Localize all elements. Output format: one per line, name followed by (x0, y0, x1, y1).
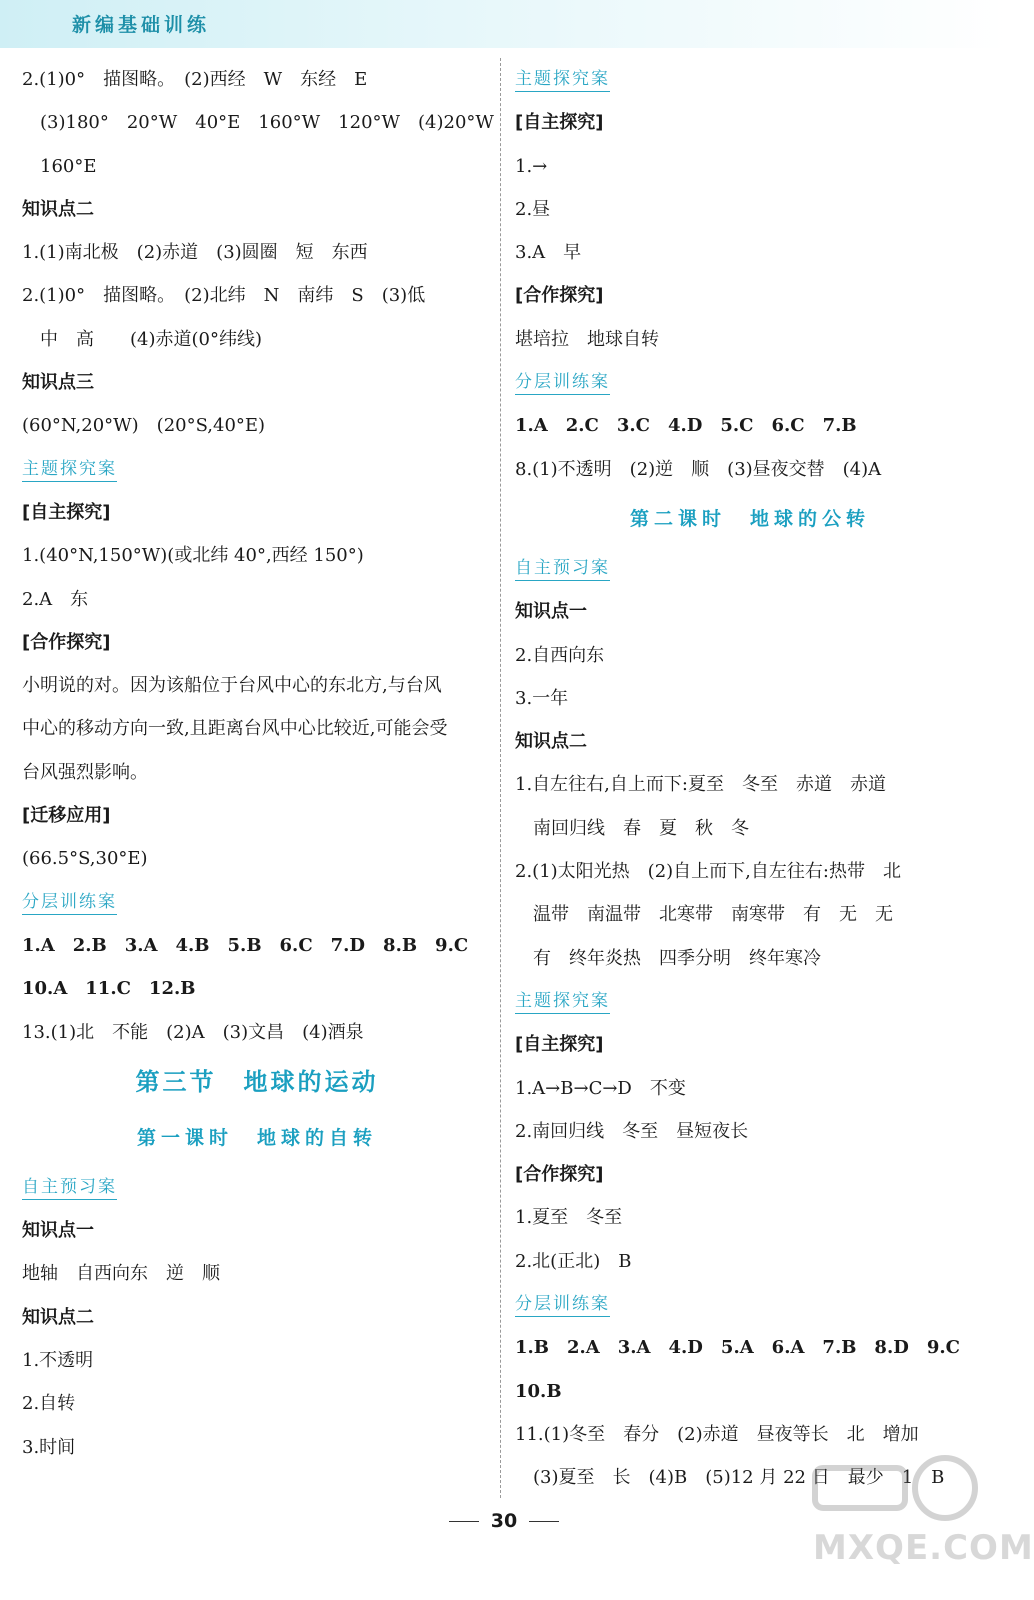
answer-line: 台风强烈影响。 (22, 761, 148, 783)
answer-line: 1.A→B→C→D 不变 (515, 1077, 686, 1099)
header-title: 新编基础训练 (72, 14, 211, 36)
choice-answers: 1.B 2.A 3.A 4.D 5.A 6.A 7.B 8.D 9.C (515, 1337, 960, 1359)
subheading: 知识点一 (22, 1220, 94, 1242)
section-label (515, 980, 985, 1023)
section-label (22, 448, 492, 491)
answer-line: 2.自西向东 (515, 644, 605, 666)
answer-line: 地轴 自西向东 逆 顺 (22, 1263, 220, 1285)
choice-answers: 1.A 2.C 3.C 4.D 5.C 6.C 7.B (515, 415, 857, 437)
answer-line: 2.A 东 (22, 588, 89, 610)
subheading: 知识点一 (515, 601, 587, 623)
subheading: [自主探究] (515, 1034, 604, 1056)
answer-line: 3.一年 (515, 687, 569, 709)
choice-answers: 10.A 11.C 12.B (22, 978, 196, 1000)
answer-line: 8.(1)不透明 (2)逆 顺 (3)昼夜交替 (4)A (515, 458, 882, 480)
answer-line: 11.(1)冬至 春分 (2)赤道 昼夜等长 北 增加 (515, 1423, 919, 1445)
answer-line: 2.昼 (515, 198, 551, 220)
section-label-text: 主题探究案 (515, 991, 610, 1014)
answer-line: 1.(40°N,150°W)(或北纬 40°,西经 150°) (22, 545, 364, 567)
section-label (515, 58, 985, 101)
answer-line: 160°E (40, 155, 97, 177)
answer-line: 3.时间 (22, 1436, 76, 1458)
answer-line: 1.自左往右,自上而下:夏至 冬至 赤道 赤道 (515, 774, 886, 796)
section-label-text: 分层训练案 (515, 1294, 610, 1317)
answer-line: 1.→ (515, 155, 548, 177)
answer-line: 2.(1)0° 描图略。 (2)北纬 N 南纬 S (3)低 (22, 285, 426, 307)
answer-line: 1.不透明 (22, 1350, 94, 1372)
answer-line: (60°N,20°W) (20°S,40°E) (22, 415, 266, 437)
answer-line: 2.南回归线 冬至 昼短夜长 (515, 1120, 749, 1142)
answer-line: 1.夏至 冬至 (515, 1207, 623, 1229)
section-label-text: 分层训练案 (22, 892, 117, 915)
answer-line: (66.5°S,30°E) (22, 848, 148, 870)
section-label (515, 1283, 985, 1326)
page-number-text: 30 (490, 1510, 518, 1532)
section-label (22, 1166, 492, 1209)
section-title: 第三节 地球的运动 (135, 1067, 379, 1096)
answer-line: 13.(1)北 不能 (2)A (3)文昌 (4)酒泉 (22, 1021, 364, 1043)
subheading: [合作探究] (515, 1164, 604, 1186)
column-divider (500, 58, 501, 1498)
lesson-title: 第一课时 地球的自转 (136, 1126, 377, 1149)
answer-line: 1.(1)南北极 (2)赤道 (3)圆圈 短 东西 (22, 242, 368, 264)
left-column (22, 58, 492, 1469)
answer-line: 中心的移动方向一致,且距离台风中心比较近,可能会受 (22, 718, 448, 740)
section-label-text: 分层训练案 (515, 372, 610, 395)
answer-line: 温带 南温带 北寒带 南寒带 有 无 无 (533, 904, 893, 926)
answer-line: 南回归线 春 夏 秋 冬 (533, 817, 749, 839)
subheading: 知识点二 (22, 198, 94, 220)
watermark-logo (795, 1450, 1034, 1590)
answer-line: 小明说的对。因为该船位于台风中心的东北方,与台风 (22, 675, 442, 697)
answer-line: 3.A 早 (515, 242, 582, 264)
section-label-text: 自主预习案 (22, 1177, 117, 1200)
choice-answers: 1.A 2.B 3.A 4.B 5.B 6.C 7.D 8.B 9.C (22, 934, 469, 956)
section-label-text: 自主预习案 (515, 558, 610, 581)
subheading: [自主探究] (515, 112, 604, 134)
answer-line: 2.北(正北) B (515, 1250, 632, 1272)
subheading: 知识点二 (515, 731, 587, 753)
answer-line: 2.(1)0° 描图略。 (2)西经 W 东经 E (22, 69, 368, 90)
subheading: [合作探究] (22, 631, 111, 653)
section-label-text: 主题探究案 (515, 69, 610, 92)
answer-line: 2.(1)太阳光热 (2)自上而下,自左往右:热带 北 (515, 861, 901, 883)
section-label (515, 547, 985, 590)
answer-line: (3)夏至 长 (4)B (5)12 月 22 日 最少 1 B (533, 1467, 945, 1489)
subheading: 知识点二 (22, 1306, 94, 1328)
choice-answers: 10.B (515, 1380, 562, 1402)
answer-line: 2.自转 (22, 1393, 76, 1415)
section-label (22, 881, 492, 924)
subheading: 知识点三 (22, 372, 94, 394)
answer-line: 有 终年炎热 四季分明 终年寒冷 (533, 947, 821, 969)
subheading: [自主探究] (22, 501, 111, 523)
right-column (515, 58, 985, 1500)
lesson-title: 第二课时 地球的公转 (629, 507, 870, 530)
answer-line: 堪培拉 地球自转 (515, 328, 659, 350)
section-label (515, 361, 985, 404)
watermark-icon (795, 1450, 995, 1530)
answer-line: (3)180° 20°W 40°E 160°W 120°W (4)20°W (40, 112, 494, 134)
watermark-text: MXQE.COM (813, 1528, 1034, 1568)
section-label-text: 主题探究案 (22, 459, 117, 482)
answer-line: 中 高 (4)赤道(0°纬线) (40, 328, 262, 350)
subheading: [合作探究] (515, 285, 604, 307)
subheading: [迁移应用] (22, 805, 111, 827)
